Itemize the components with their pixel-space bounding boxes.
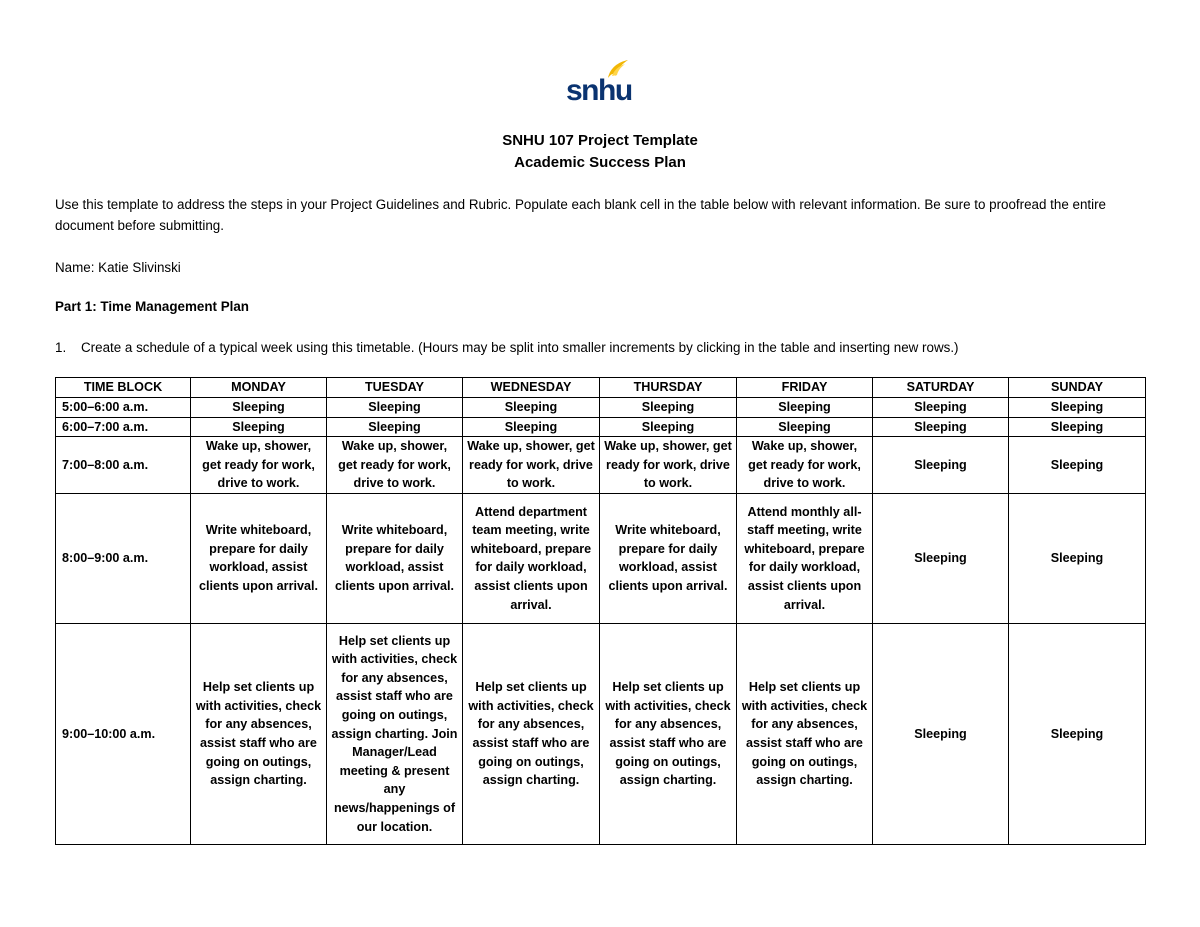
step-instruction [55, 337, 1155, 358]
schedule-cell[interactable]: Sleeping [873, 437, 1009, 494]
header-tuesday: TUESDAY [327, 378, 463, 398]
schedule-cell[interactable]: Sleeping [873, 623, 1009, 844]
schedule-cell[interactable]: Write whiteboard, prepare for daily workload, assist clients upon arrival. [600, 493, 737, 623]
schedule-cell[interactable]: Wake up, shower, get ready for work, drive to work. [327, 437, 463, 494]
schedule-cell[interactable]: Sleeping [463, 398, 600, 418]
schedule-cell[interactable]: Sleeping [737, 417, 873, 437]
schedule-cell[interactable]: Sleeping [191, 417, 327, 437]
schedule-cell[interactable]: Help set clients up with activities, check for any absences, assist staff who are going on outings, assign charting. [600, 623, 737, 844]
step-text: Create a schedule of a typical week using this timetable. (Hours may be split into smaller increments by clicking in the table and inserting new rows.) [81, 340, 959, 355]
schedule-cell[interactable]: Sleeping [873, 417, 1009, 437]
time-cell[interactable]: 5:00–6:00 a.m. [56, 398, 191, 418]
header-row [56, 378, 1146, 398]
schedule-cell[interactable]: Sleeping [1009, 623, 1146, 844]
time-cell[interactable]: 6:00–7:00 a.m. [56, 417, 191, 437]
schedule-cell[interactable]: Help set clients up with activities, check for any absences, assist staff who are going on outings, assign charting. [191, 623, 327, 844]
schedule-cell[interactable]: Wake up, shower, get ready for work, drive to work. [737, 437, 873, 494]
header-wednesday: WEDNESDAY [463, 378, 600, 398]
schedule-cell[interactable]: Write whiteboard, prepare for daily workload, assist clients upon arrival. [191, 493, 327, 623]
header-monday: MONDAY [191, 378, 327, 398]
schedule-cell[interactable]: Write whiteboard, prepare for daily workload, assist clients upon arrival. [327, 493, 463, 623]
table-row [56, 493, 1146, 623]
table-row [56, 398, 1146, 418]
time-cell[interactable]: 8:00–9:00 a.m. [56, 493, 191, 623]
schedule-cell[interactable]: Attend monthly all-staff meeting, write whiteboard, prepare for daily workload, assist clients upon arrival. [737, 493, 873, 623]
header-saturday: SATURDAY [873, 378, 1009, 398]
time-cell[interactable]: 7:00–8:00 a.m. [56, 437, 191, 494]
schedule-cell[interactable]: Wake up, shower, get ready for work, drive to work. [600, 437, 737, 494]
schedule-cell[interactable]: Sleeping [600, 398, 737, 418]
schedule-cell[interactable]: Sleeping [327, 417, 463, 437]
header-friday: FRIDAY [737, 378, 873, 398]
schedule-cell[interactable]: Sleeping [1009, 417, 1146, 437]
step-number: 1. [55, 340, 67, 355]
schedule-cell[interactable]: Wake up, shower, get ready for work, drive to work. [191, 437, 327, 494]
time-cell[interactable]: 9:00–10:00 a.m. [56, 623, 191, 844]
table-row [56, 417, 1146, 437]
schedule-cell[interactable]: Sleeping [327, 398, 463, 418]
schedule-cell[interactable]: Sleeping [873, 398, 1009, 418]
schedule-table [55, 377, 1146, 845]
schedule-cell[interactable]: Help set clients up with activities, check for any absences, assist staff who are going on outings, assign charting. [463, 623, 600, 844]
logo-wordmark: snhu [566, 74, 632, 107]
page-title: SNHU 107 Project Template [502, 132, 698, 149]
schedule-cell[interactable]: Attend department team meeting, write whiteboard, prepare for daily workload, assist clients upon arrival. [463, 493, 600, 623]
page-subtitle: Academic Success Plan [514, 154, 686, 171]
table-row [56, 623, 1146, 844]
schedule-cell[interactable]: Help set clients up with activities, check for any absences, assist staff who are going on outings, assign charting. [737, 623, 873, 844]
schedule-cell[interactable]: Sleeping [191, 398, 327, 418]
schedule-cell[interactable]: Sleeping [737, 398, 873, 418]
schedule-cell[interactable]: Sleeping [463, 417, 600, 437]
header-thursday: THURSDAY [600, 378, 737, 398]
header-time-block: TIME BLOCK [56, 378, 191, 398]
schedule-cell[interactable]: Sleeping [600, 417, 737, 437]
schedule-cell[interactable]: Wake up, shower, get ready for work, drive to work. [463, 437, 600, 494]
schedule-cell[interactable]: Sleeping [1009, 398, 1146, 418]
table-row [56, 437, 1146, 494]
header-sunday: SUNDAY [1009, 378, 1146, 398]
schedule-cell[interactable]: Sleeping [1009, 437, 1146, 494]
intro-paragraph: Use this template to address the steps in your Project Guidelines and Rubric. Populate each blank cell in the table below with relevant information. Be sure to proofread the entire document before submitting. [55, 197, 1107, 233]
schedule-cell[interactable]: Help set clients up with activities, check for any absences, assist staff who are going on outings, assign charting. Join Manager/Lead meeting & present any news/happenings of our location. [327, 623, 463, 844]
student-name: Name: Katie Slivinski [55, 260, 181, 275]
part-heading: Part 1: Time Management Plan [55, 299, 249, 314]
snhu-logo [566, 58, 632, 106]
schedule-cell[interactable]: Sleeping [1009, 493, 1146, 623]
schedule-cell[interactable]: Sleeping [873, 493, 1009, 623]
